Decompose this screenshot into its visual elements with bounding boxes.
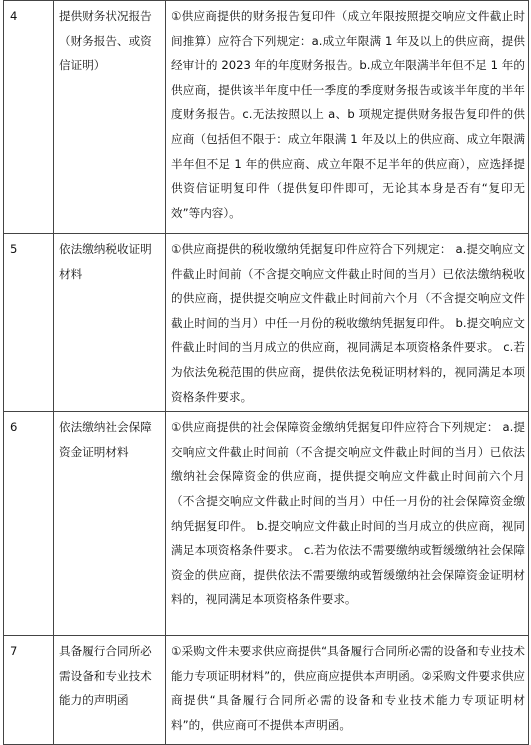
table-row — [4, 636, 529, 745]
requirement-detail: ①供应商提供的财务报告复印件（成立年限按照提交响应文件截止时间推算）应符合下列规定：a.成立年限满 1 年及以上的供应商，提供经审计的 2023 年的年度财务报告。b.成立年限满半年但不足 1 年的供应商，提供该半年度中任一季度的季度财务报告或该半年度的半年度财务报告。c.无法按照以上 a、b 项规定提供财务报告复印件的供应商（包括但不限于：成立年限满 1 年及以上的供应商、成立年限满半年但不足 1 年的供应商、成立年限不足半年的供应商），应选择提供资信证明复印件（提供复印件即可，无论其本身是否有“复印无效”等内容）。 — [166, 1, 529, 234]
requirement-detail: ①供应商提供的社会保障资金缴纳凭据复印件应符合下列规定： a.提交响应文件截止时间前（不含提交响应文件截止时间的当月）已依法缴纳社会保障资金的供应商，提供提交响应文件截止时间前六个月（不含提交响应文件截止时间的当月）中任一月份的社会保障资金缴纳凭据复印件。 b.提交响应文件截止时间的当月成立的供应商，视同满足本项资格条件要求。 c.若为依法不需要缴纳或暂缓缴纳社会保障资金的供应商，提供依法不需要缴纳或暂缓缴纳社会保障资金证明材料的，视同满足本项资格条件要求。 — [166, 412, 529, 636]
row-number: 5 — [4, 234, 54, 412]
requirement-name: 依法缴纳税收证明材料 — [54, 234, 166, 412]
table-row — [4, 1, 529, 234]
row-number: 7 — [4, 636, 54, 745]
table-row — [4, 234, 529, 412]
requirement-detail: ①采购文件未要求供应商提供“具备履行合同所必需的设备和专业技术能力专项证明材料”的，供应商应提供本声明函。②采购文件要求供应商提供“具备履行合同所必需的设备和专业技术能力专项证明材料”的，供应商可不提供本声明函。 — [166, 636, 529, 745]
qualification-table — [3, 0, 529, 745]
requirement-name: 提供财务状况报告（财务报告、或资信证明） — [54, 1, 166, 234]
row-number: 4 — [4, 1, 54, 234]
requirement-name: 依法缴纳社会保障资金证明材料 — [54, 412, 166, 636]
requirement-detail: ①供应商提供的税收缴纳凭据复印件应符合下列规定： a.提交响应文件截止时间前（不含提交响应文件截止时间的当月）已依法缴纳税收的供应商，提供提交响应文件截止时间前六个月（不含提交响应文件截止时间的当月）中任一月份的税收缴纳凭据复印件。 b.提交响应文件截止时间的当月成立的供应商，视同满足本项资格条件要求。 c.若为依法免税范围的供应商，提供依法免税证明材料的，视同满足本项资格条件要求。 — [166, 234, 529, 412]
table-row — [4, 412, 529, 636]
requirement-name: 具备履行合同所必需设备和专业技术能力的声明函 — [54, 636, 166, 745]
row-number: 6 — [4, 412, 54, 636]
